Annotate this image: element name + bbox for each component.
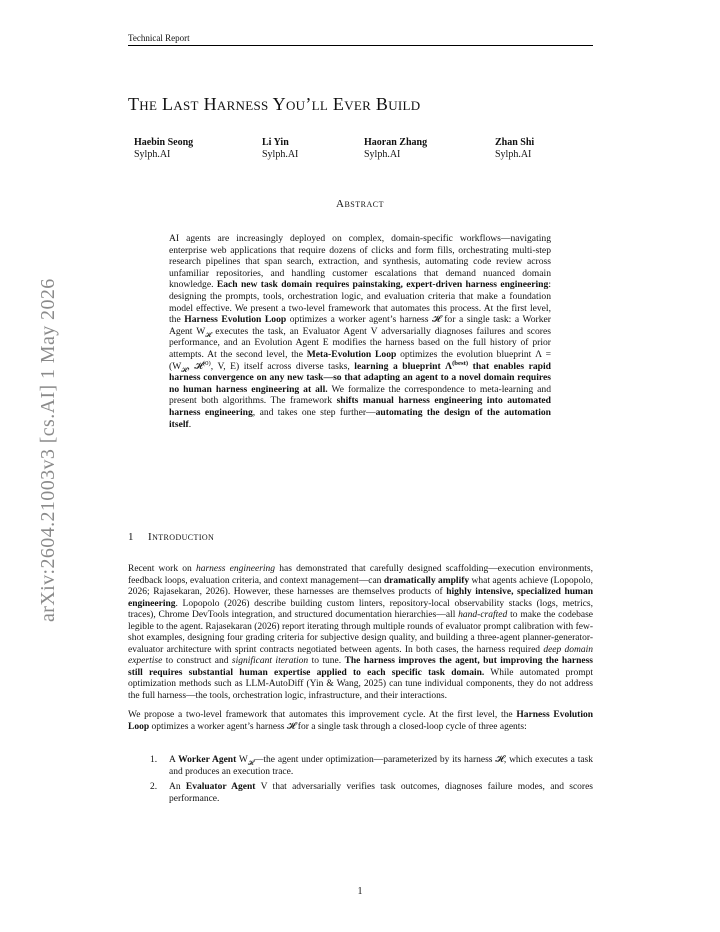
page-number: 1 bbox=[357, 886, 363, 897]
intro-paragraph-2: We propose a two-level framework that automates this improvement cycle. At the first level, the Harness Evolution Loop optimizes a worker agent’s harness 𝓗 for a single task through a closed-loop cycle of three agents: bbox=[128, 710, 593, 732]
arxiv-sidebar-stamp: arXiv:2604.21003v3 [cs.AI] 1 May 2026 bbox=[37, 278, 59, 622]
author-name: Haebin Seong bbox=[134, 137, 194, 148]
author-block bbox=[364, 137, 427, 161]
author-affiliation: Sylph.AI bbox=[364, 149, 401, 160]
section-title: Introduction bbox=[148, 531, 215, 543]
list-item-number: 1. bbox=[150, 755, 158, 765]
running-header: Technical Report bbox=[128, 33, 190, 43]
author-name: Zhan Shi bbox=[495, 137, 535, 148]
author-name: Li Yin bbox=[262, 137, 289, 148]
abstract-heading: Abstract bbox=[336, 198, 384, 210]
list-item bbox=[150, 782, 593, 805]
author-affiliation: Sylph.AI bbox=[134, 149, 171, 160]
list-item-number: 2. bbox=[150, 782, 158, 792]
list-item-text: A Worker Agent $W_𝓗—the$ agent under optimization—parameterized by its harness 𝓗, which executes a task and produces an execution trace. bbox=[169, 755, 593, 777]
list-item-text: An Evaluator Agent V that adversarially verifies task outcomes, diagnoses failure modes, and scores performance. bbox=[169, 782, 593, 804]
author-affiliation: Sylph.AI bbox=[262, 149, 299, 160]
author-name: Haoran Zhang bbox=[364, 137, 428, 148]
author-block bbox=[134, 137, 193, 161]
header-rule bbox=[128, 45, 593, 46]
list-item bbox=[150, 755, 593, 778]
author-block bbox=[262, 137, 298, 161]
author-block bbox=[495, 137, 534, 161]
paper-title: The Last Harness You’ll Ever Build bbox=[128, 94, 421, 114]
section-number: 1 bbox=[128, 531, 134, 543]
author-affiliation: Sylph.AI bbox=[495, 149, 532, 160]
section-heading bbox=[128, 531, 214, 543]
intro-paragraph-1: Recent work on harness engineering has demonstrated that carefully designed scaffolding—execution environments, feedback loops, evaluation criteria, and context management—can dramatically amplify what agents achieve (Lopopolo, 2026; Rajasekaran, 2026). However, these harnesses are themselves products of highly intensive, specialized human engineering. Lopopolo (2026) describe building custom linters, repository-local observability stacks (logs, metrics, traces), Chrome DevTools integration, and structured documentation hierarchies—all hand-crafted to make the codebase legible to the agent. Rajasekaran (2026) report iterating through multiple rounds of evaluator prompt calibration with few-shot examples, designing four grading criteria for subjective design quality, and building a three-agent planner-generator-evaluator architecture with sprint contracts negotiated between agents. In both cases, the harness required deep domain expertise to construct and significant iteration to tune. The harness improves the agent, but improving the harness still requires substantial human expertise applied to each specific task domain. While automated prompt optimization methods such as LLM-AutoDiff (Yin & Wang, 2025) can tune individual components, they do not address the full harness—the tools, orchestration logic, infrastructure, and their interactions. bbox=[128, 564, 594, 701]
abstract-body: AI agents are increasingly deployed on complex, domain-specific workflows—navigating enterprise web applications that require dozens of clicks and form fills, orchestrating multi-step research pipelines that span search, extraction, and synthesis, automating code review across unfamiliar repositories, and handling customer escalations that demand nuanced domain knowledge. Each new task domain requires painstaking, expert-driven harness engineering: designing the prompts, tools, orchestration logic, and evaluation criteria that make a foundation model effective. We present a two-level framework that automates this process. At the first level, the Harness Evolution Loop optimizes a worker agent’s harness 𝓗 for a single task: a Worker Agent $W_𝓗$ executes the task, an Evaluator Agent V adversarially diagnoses failures and scores performance, and an Evolution Agent E modifies the harness based on the full history of prior attempts. At the second level, the Meta-Evolution Loop optimizes the evolution blueprint $\Lambda = (W_𝓗$, 𝓗$^{(0)}$, V, E) itself across diverse tasks, learning a blueprint $\Lambda^{(best)}$ that enables rapid harness convergence on any new task—so that adapting an agent to a novel domain requires no human harness engineering at all. We formalize the correspondence to meta-learning and present both algorithms. The framework shifts manual harness engineering into automated harness engineering, and takes one step further—automating the design of the automation itself. bbox=[169, 233, 552, 430]
